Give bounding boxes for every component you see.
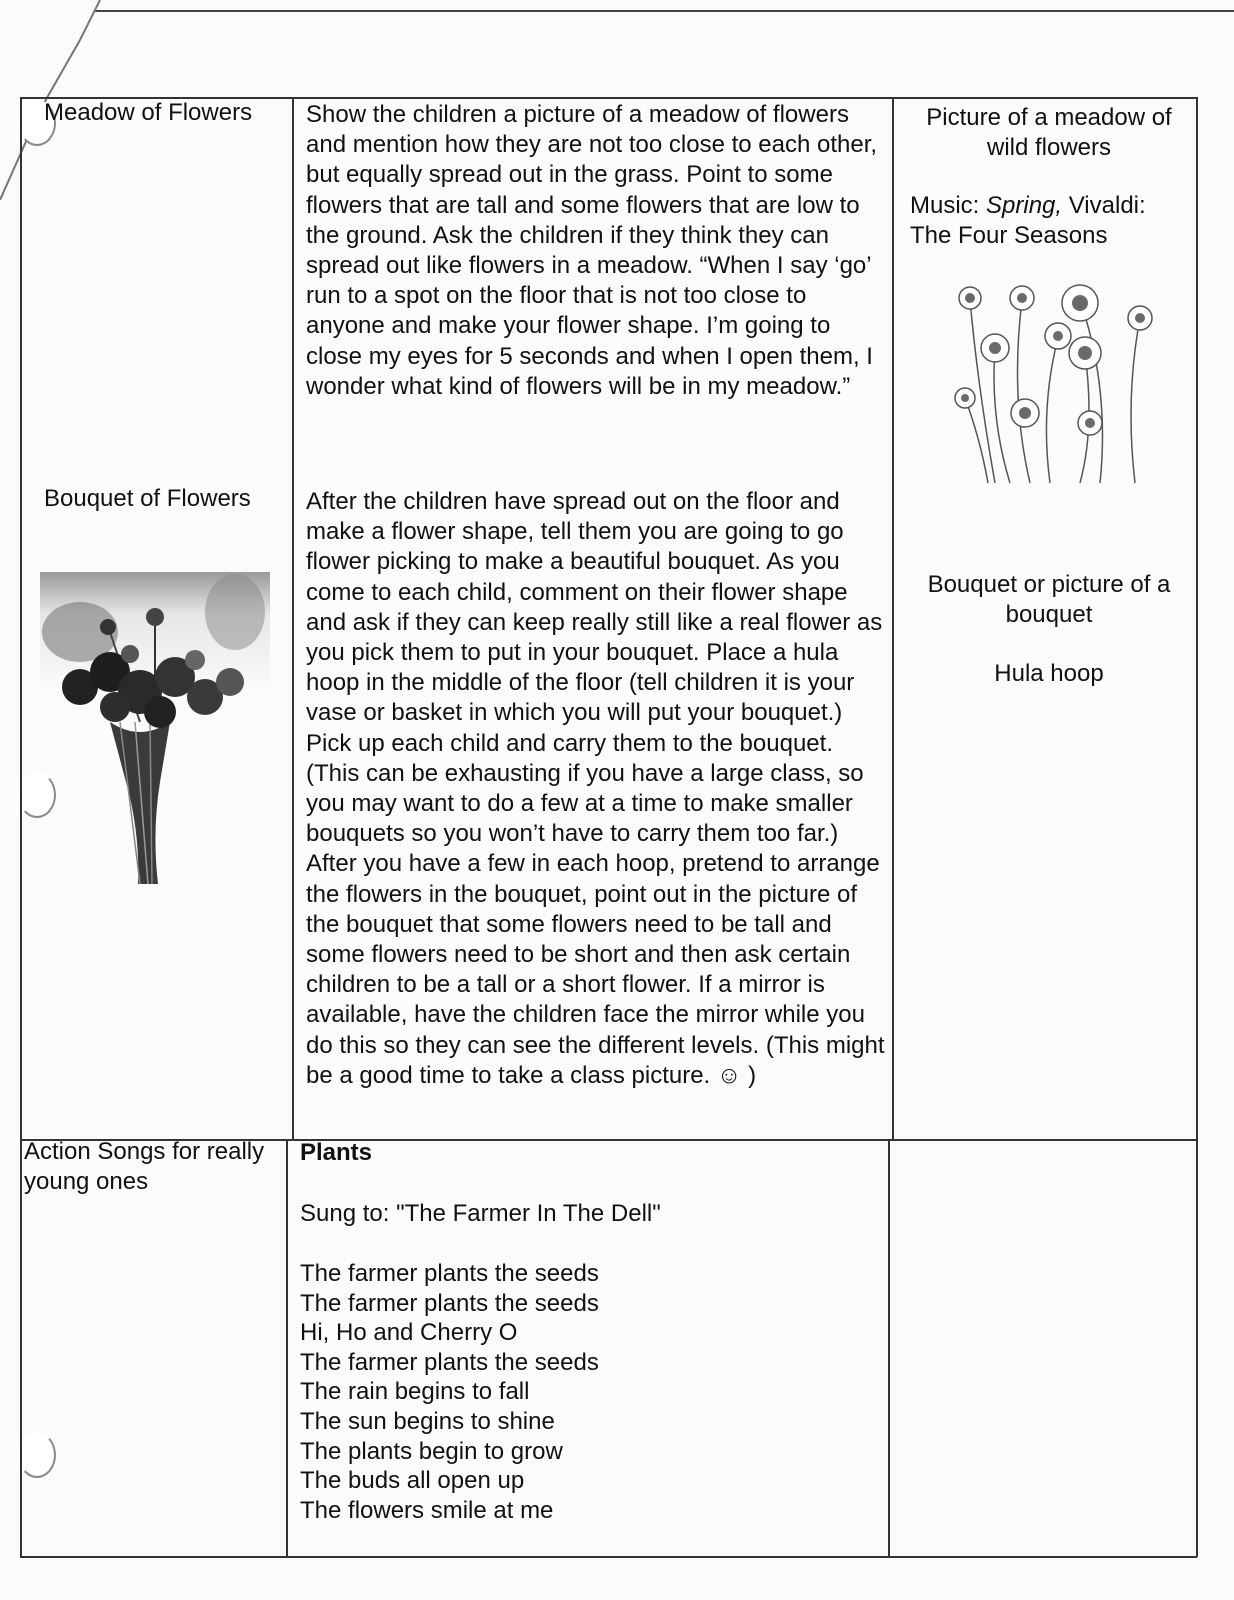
lyric-line: The rain begins to fall	[300, 1378, 530, 1406]
lyric-line: The farmer plants the seeds	[300, 1289, 599, 1317]
music-prefix: Music:	[910, 192, 987, 219]
lyric-line: The plants begin to grow	[300, 1437, 563, 1465]
table-right-border	[1196, 97, 1198, 1557]
bouquet-instructions: After the children have spread out on the floor and make a flower shape, tell them you are going to go flower picking to make a beautiful bouquet. As you come to each child, comment on their flower shape and ask if they can keep really still like a real flower as you pick them to put in your bouquet. Place a hula hoop in the middle of the floor (tell children it is your vase or basket in which you will put your bouquet.) Pick up each child and carry them to the bouquet. (This can be exhausting if you have a large class, so you may want to do a few at a time to make smaller bouquets so you won’t have to carry them too far.) After you have a few in each hoop, pretend to arrange the flowers in the bouquet, point out in the picture of the bouquet that some flowers need to be tall and some flowers need to be short and then ask certain children to be a tall or a short flower. If a mirror is available, have the children face the mirror while you do this so they can see the different levels. (This might be a good time to take a class picture. ☺ )	[306, 488, 885, 1089]
table-bottom-border	[20, 1556, 1197, 1558]
column-divider	[888, 1139, 890, 1557]
lyric-line: The buds all open up	[300, 1467, 525, 1495]
song-title: Plants	[300, 1139, 373, 1166]
lyric-line: The sun begins to shine	[300, 1407, 555, 1435]
activity-bouquet-of-flowers: Bouquet of Flowers	[44, 485, 251, 512]
column-divider	[292, 97, 294, 1140]
materials-music	[910, 191, 1190, 251]
lyric-line: The farmer plants the seeds	[300, 1260, 599, 1287]
materials-meadow-picture: Picture of a meadow of wild flowers	[926, 104, 1172, 162]
activity-meadow-of-flowers: Meadow of Flowers	[44, 99, 253, 126]
song-sung-to: Sung to: "The Farmer In The Dell"	[300, 1200, 661, 1227]
song-lyrics	[300, 1259, 880, 1525]
lyric-line: Hi, Ho and Cherry O	[300, 1319, 518, 1347]
music-rest: Vivaldi: The Four Seasons	[910, 192, 1146, 250]
meadow-instructions: Show the children a picture of a meadow of flowers and mention how they are not too close to each other, but equally spread out in the grass. Point to some flowers that are tall and some flowers that are low to the ground. Ask the children if they think they can spread out like flowers in a meadow. “When I say ‘go’ run to a spot on the floor that is not too close to anyone and make your flower shape. I’m going to close my eyes for 5 seconds and when I open them, I wonder what kind of flowers will be in my meadow.”	[306, 101, 878, 400]
table-left-border	[20, 97, 22, 1557]
materials-bouquet: Bouquet or picture of a bouquet	[927, 571, 1171, 629]
materials-hula-hoop: Hula hoop	[994, 660, 1104, 687]
wildflowers-image	[940, 278, 1155, 483]
column-divider	[286, 1139, 288, 1557]
lyric-line: The flowers smile at me	[300, 1496, 554, 1524]
lyric-line: The farmer plants the seeds	[300, 1348, 599, 1376]
bouquet-image	[40, 572, 270, 888]
top-rule	[95, 10, 1234, 12]
activity-action-songs: Action Songs for really young ones	[24, 1138, 265, 1196]
punch-hole	[18, 1432, 56, 1478]
column-divider	[892, 97, 894, 1140]
music-title: Spring,	[986, 192, 1063, 219]
